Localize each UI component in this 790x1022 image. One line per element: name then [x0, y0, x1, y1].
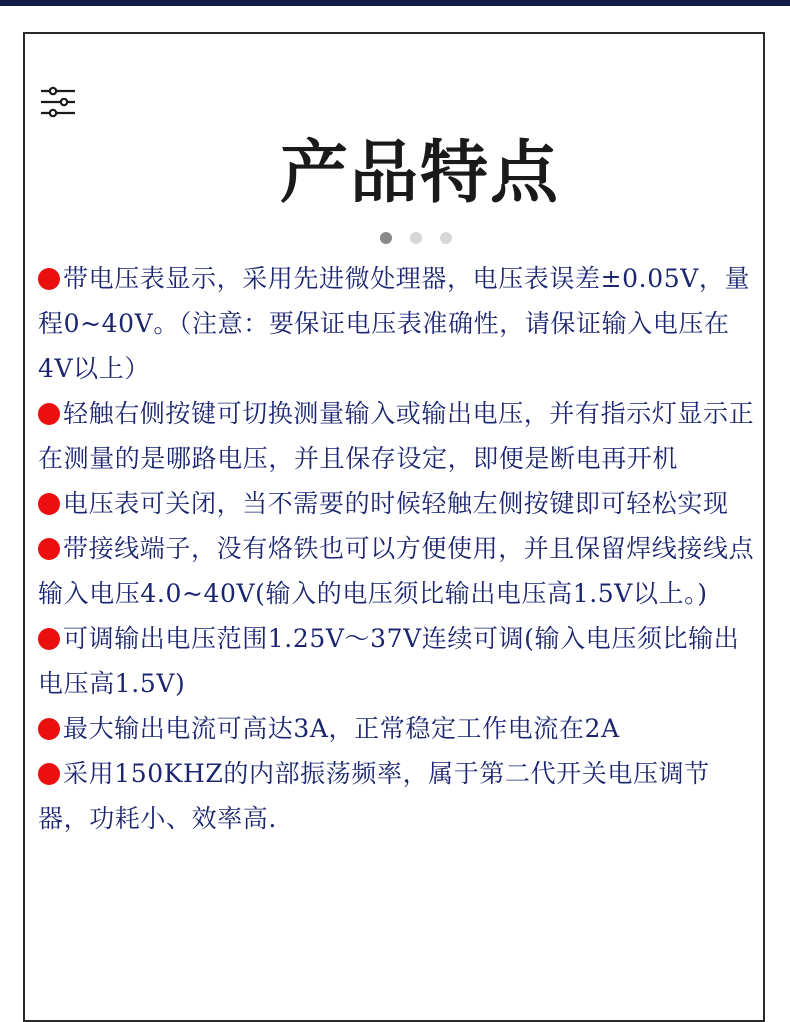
- feature-text: 带接线端子，没有烙铁也可以方便使用，并且保留焊线接线点输入电压4.0~40V(输入的电压须比输出电压高1.5V以上。): [38, 534, 755, 608]
- feature-item: [38, 706, 760, 751]
- carousel-dot-2[interactable]: [410, 232, 422, 244]
- feature-item: [38, 751, 760, 841]
- feature-text: 带电压表显示，采用先进微处理器，电压表误差±0.05V，量程0~40V。（注意：要保证电压表准确性，请保证输入电压在4V以上）: [38, 264, 751, 383]
- red-bullet-icon: [38, 403, 60, 425]
- carousel-dot-3[interactable]: [440, 232, 452, 244]
- feature-list: [38, 256, 760, 841]
- feature-text: 采用150KHZ的内部振荡频率，属于第二代开关电压调节器，功耗小、效率高.: [38, 759, 710, 833]
- red-bullet-icon: [38, 763, 60, 785]
- red-bullet-icon: [38, 628, 60, 650]
- feature-text: 最大输出电流可高达3A，正常稳定工作电流在2A: [63, 714, 620, 743]
- feature-item: [38, 391, 760, 481]
- page-title: 产品特点: [279, 134, 560, 213]
- feature-item: [38, 526, 760, 616]
- red-bullet-icon: [38, 493, 60, 515]
- feature-text: 轻触右侧按键可切换测量输入或输出电压，并有指示灯显示正在测量的是哪路电压，并且保存设定，即便是断电再开机: [38, 399, 755, 473]
- red-bullet-icon: [38, 718, 60, 740]
- feature-item: [38, 616, 760, 706]
- red-bullet-icon: [38, 268, 60, 290]
- carousel-dot-1[interactable]: [380, 232, 392, 244]
- feature-text: 电压表可关闭，当不需要的时候轻触左侧按键即可轻松实现: [63, 489, 729, 518]
- carousel-dots: [380, 231, 452, 245]
- sliders-icon[interactable]: [40, 86, 76, 118]
- feature-item: [38, 256, 760, 391]
- feature-item: [38, 481, 760, 526]
- top-bar: [0, 0, 790, 6]
- red-bullet-icon: [38, 538, 60, 560]
- feature-text: 可调输出电压范围1.25V～37V连续可调(输入电压须比输出电压高1.5V): [38, 624, 740, 698]
